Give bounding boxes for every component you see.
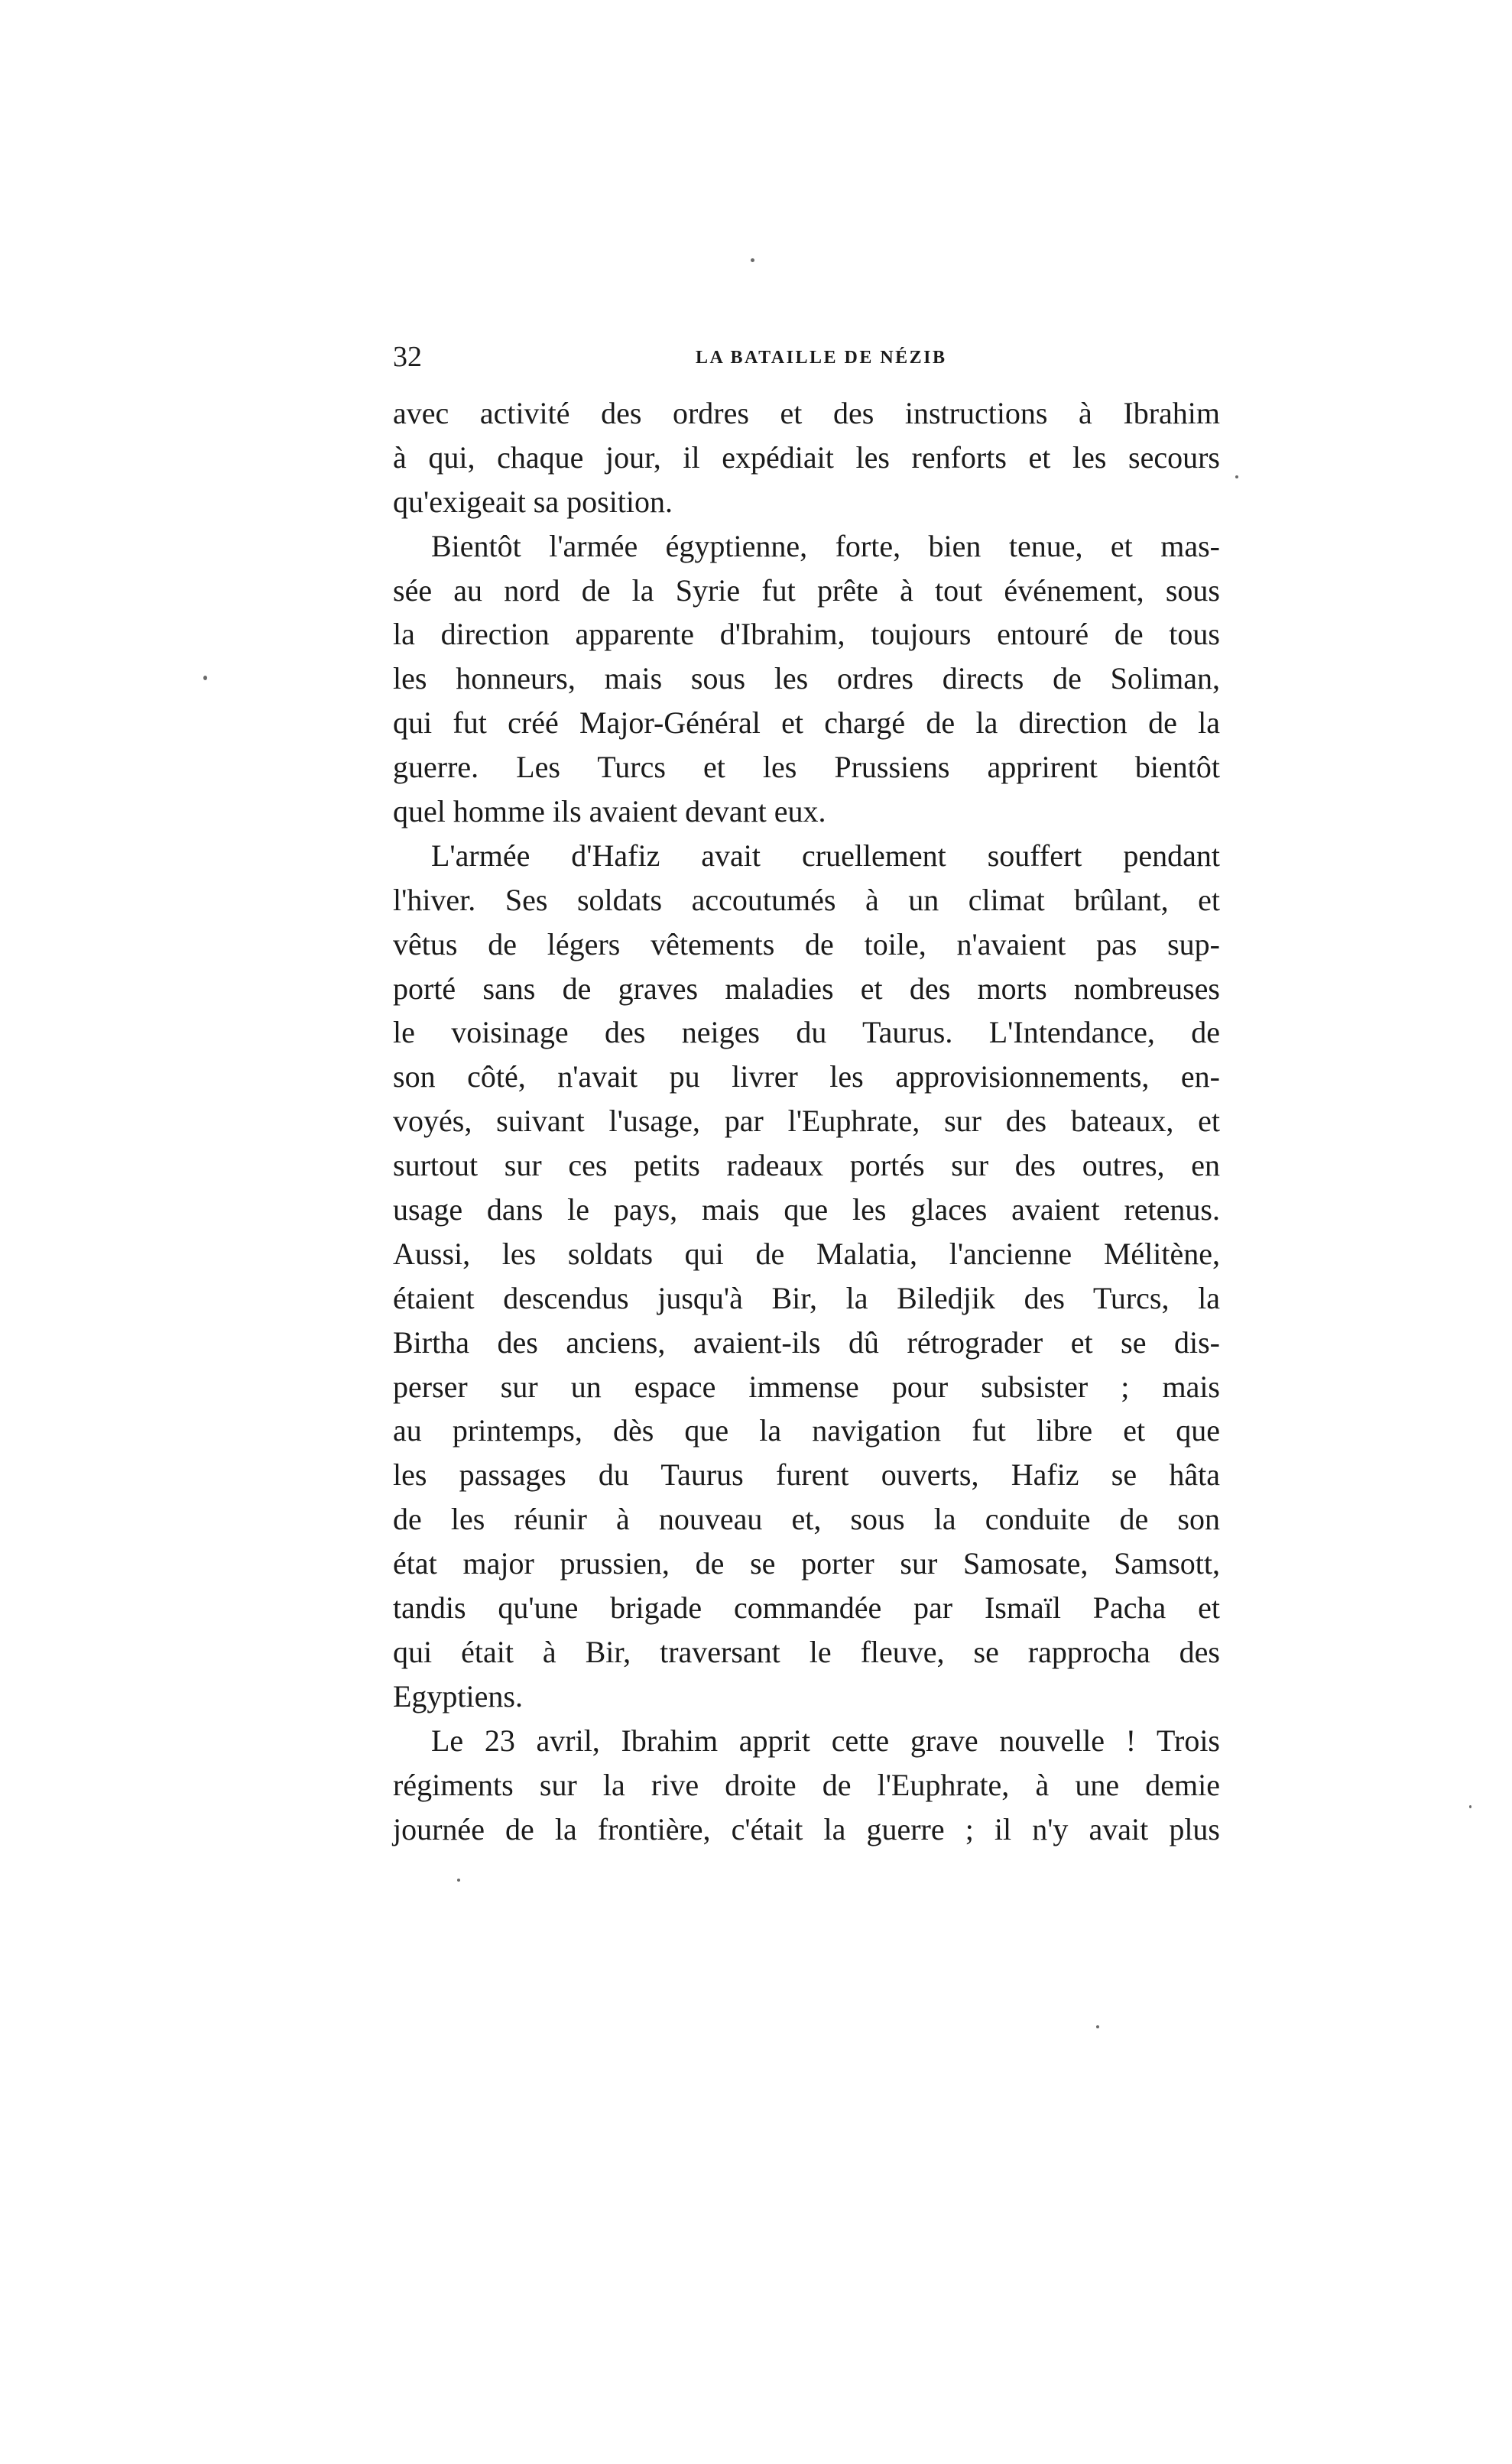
text-line: Bientôt l'armée égyptienne, forte, bien tenue, et mas-	[431, 528, 1220, 563]
text-line: état major prussien, de se porter sur Samosate, Samsott,	[393, 1546, 1220, 1581]
text-line: les honneurs, mais sous les ordres directs de Soliman,	[393, 661, 1220, 696]
text-line: Le 23 avril, Ibrahim apprit cette grave nouvelle ! Trois	[431, 1723, 1220, 1758]
scan-speck	[1469, 1805, 1471, 1808]
text-line: de les réunir à nouveau et, sous la conduite de son	[393, 1502, 1220, 1537]
scan-speck	[751, 258, 754, 262]
scan-speck	[457, 1879, 460, 1882]
scan-speck	[203, 676, 207, 680]
running-head	[393, 338, 1218, 376]
text-line: l'hiver. Ses soldats accoutumés à un climat brûlant, et	[393, 882, 1220, 917]
text-line: porté sans de graves maladies et des morts nombreuses	[393, 971, 1220, 1006]
text-line: tandis qu'une brigade commandée par Ismaïl Pacha et	[393, 1590, 1220, 1626]
text-line: à qui, chaque jour, il expédiait les renforts et les secours	[393, 439, 1220, 475]
text-line: sée au nord de la Syrie fut prête à tout événement, sous	[393, 572, 1220, 608]
text-line: étaient descendus jusqu'à Bir, la Biledjik des Turcs, la	[393, 1280, 1220, 1315]
running-title: LA BATAILLE DE NÉZIB	[696, 348, 947, 368]
text-line: qui était à Bir, traversant le fleuve, se rapprocha des	[393, 1634, 1220, 1669]
scan-speck	[1096, 2025, 1099, 2028]
text-line: qui fut créé Major-Général et chargé de la direction de la	[393, 705, 1220, 741]
text-line: Egyptiens.	[393, 1678, 523, 1713]
text-line: régiments sur la rive droite de l'Euphrate, à une demie	[393, 1767, 1220, 1802]
text-line: Aussi, les soldats qui de Malatia, l'ancienne Mélitène,	[393, 1236, 1220, 1271]
text-line: au printemps, dès que la navigation fut libre et que	[393, 1413, 1220, 1448]
page-number: 32	[393, 341, 422, 373]
text-line: surtout sur ces petits radeaux portés sur des outres, en	[393, 1148, 1220, 1183]
text-line: le voisinage des neiges du Taurus. L'Intendance, de	[393, 1015, 1220, 1050]
text-line: qu'exigeait sa position.	[393, 484, 673, 519]
text-line: Birtha des anciens, avaient-ils dû rétrograder et se dis-	[393, 1324, 1220, 1360]
text-line: les passages du Taurus furent ouverts, Hafiz se hâta	[393, 1457, 1220, 1493]
text-line: guerre. Les Turcs et les Prussiens apprirent bientôt	[393, 750, 1220, 785]
scan-speck	[1235, 475, 1238, 478]
body-text	[393, 391, 1220, 1851]
text-line: son côté, n'avait pu livrer les approvisionnements, en-	[393, 1059, 1220, 1094]
text-line: quel homme ils avaient devant eux.	[393, 794, 826, 829]
text-line: L'armée d'Hafiz avait cruellement souffert pendant	[431, 838, 1220, 873]
text-line: avec activité des ordres et des instructions à Ibrahim	[393, 396, 1220, 430]
text-line: perser sur un espace immense pour subsister ; mais	[393, 1369, 1220, 1404]
text-line: vêtus de légers vêtements de toile, n'avaient pas sup-	[393, 926, 1220, 961]
text-line: la direction apparente d'Ibrahim, toujours entouré de tous	[393, 617, 1220, 652]
text-line: journée de la frontière, c'était la guerre ; il n'y avait plus	[393, 1811, 1220, 1846]
text-line: usage dans le pays, mais que les glaces avaient retenus.	[393, 1192, 1220, 1227]
text-line: voyés, suivant l'usage, par l'Euphrate, sur des bateaux, et	[393, 1104, 1220, 1139]
